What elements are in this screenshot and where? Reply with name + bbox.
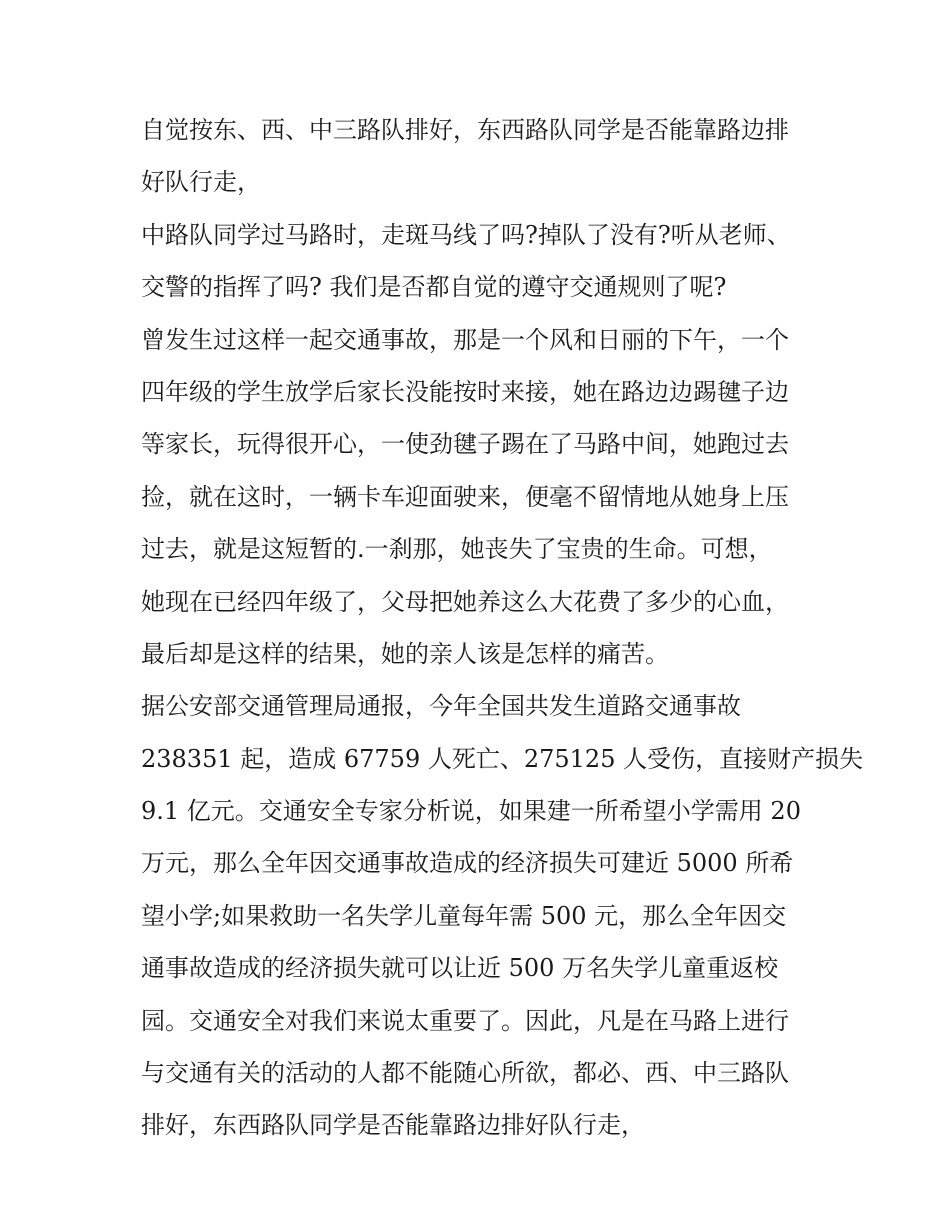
text-line: 四年级的学生放学后家长没能按时来接，她在路边边踢毽子边	[141, 377, 789, 406]
text-line: 最后却是这样的结果，她的亲人该是怎样的痛苦。	[141, 639, 669, 668]
text-line: 交警的指挥了吗? 我们是否都自觉的遵守交通规则了呢?	[141, 273, 727, 302]
text-line: 万元，那么全年因交通事故造成的经济损失可建近 5000 所希	[141, 849, 794, 878]
text-line: 9.1 亿元。交通安全专家分析说，如果建一所希望小学需用 20	[141, 797, 801, 826]
text-line: 捡，就在这时，一辆卡车迎面驶来，便毫不留情地从她身上压	[141, 482, 789, 511]
text-line: 好队行走，	[141, 168, 261, 197]
document-body	[141, 104, 864, 1152]
text-line: 通事故造成的经济损失就可以让近 500 万名失学儿童重返校	[141, 954, 779, 983]
text-line: 过去，就是这短暂的.一刹那，她丧失了宝贵的生命。可想，	[141, 535, 773, 564]
text-line: 她现在已经四年级了，父母把她养这么大花费了多少的心血，	[141, 587, 789, 616]
text-line: 望小学;如果救助一名失学儿童每年需 500 元，那么全年因交	[141, 901, 787, 930]
text-line: 园。交通安全对我们来说太重要了。因此，凡是在马路上进行	[141, 1006, 789, 1035]
text-line: 据公安部交通管理局通报，今年全国共发生道路交通事故	[141, 692, 741, 721]
text-line: 与交通有关的活动的人都不能随心所欲，都必、西、中三路队	[141, 1059, 789, 1088]
text-line: 自觉按东、西、中三路队排好，东西路队同学是否能靠路边排	[141, 116, 789, 144]
text-line: 曾发生过这样一起交通事故，那是一个风和日丽的下午，一个	[141, 325, 789, 354]
text-line: 等家长，玩得很开心，一使劲毽子踢在了马路中间，她跑过去	[141, 430, 789, 459]
text-line: 238351 起，造成 67759 人死亡、275125 人受伤，直接财产损失	[141, 744, 864, 773]
text-line: 排好，东西路队同学是否能靠路边排好队行走，	[141, 1111, 645, 1140]
text-line: 中路队同学过马路时，走斑马线了吗?掉队了没有?听从老师、	[141, 220, 791, 249]
